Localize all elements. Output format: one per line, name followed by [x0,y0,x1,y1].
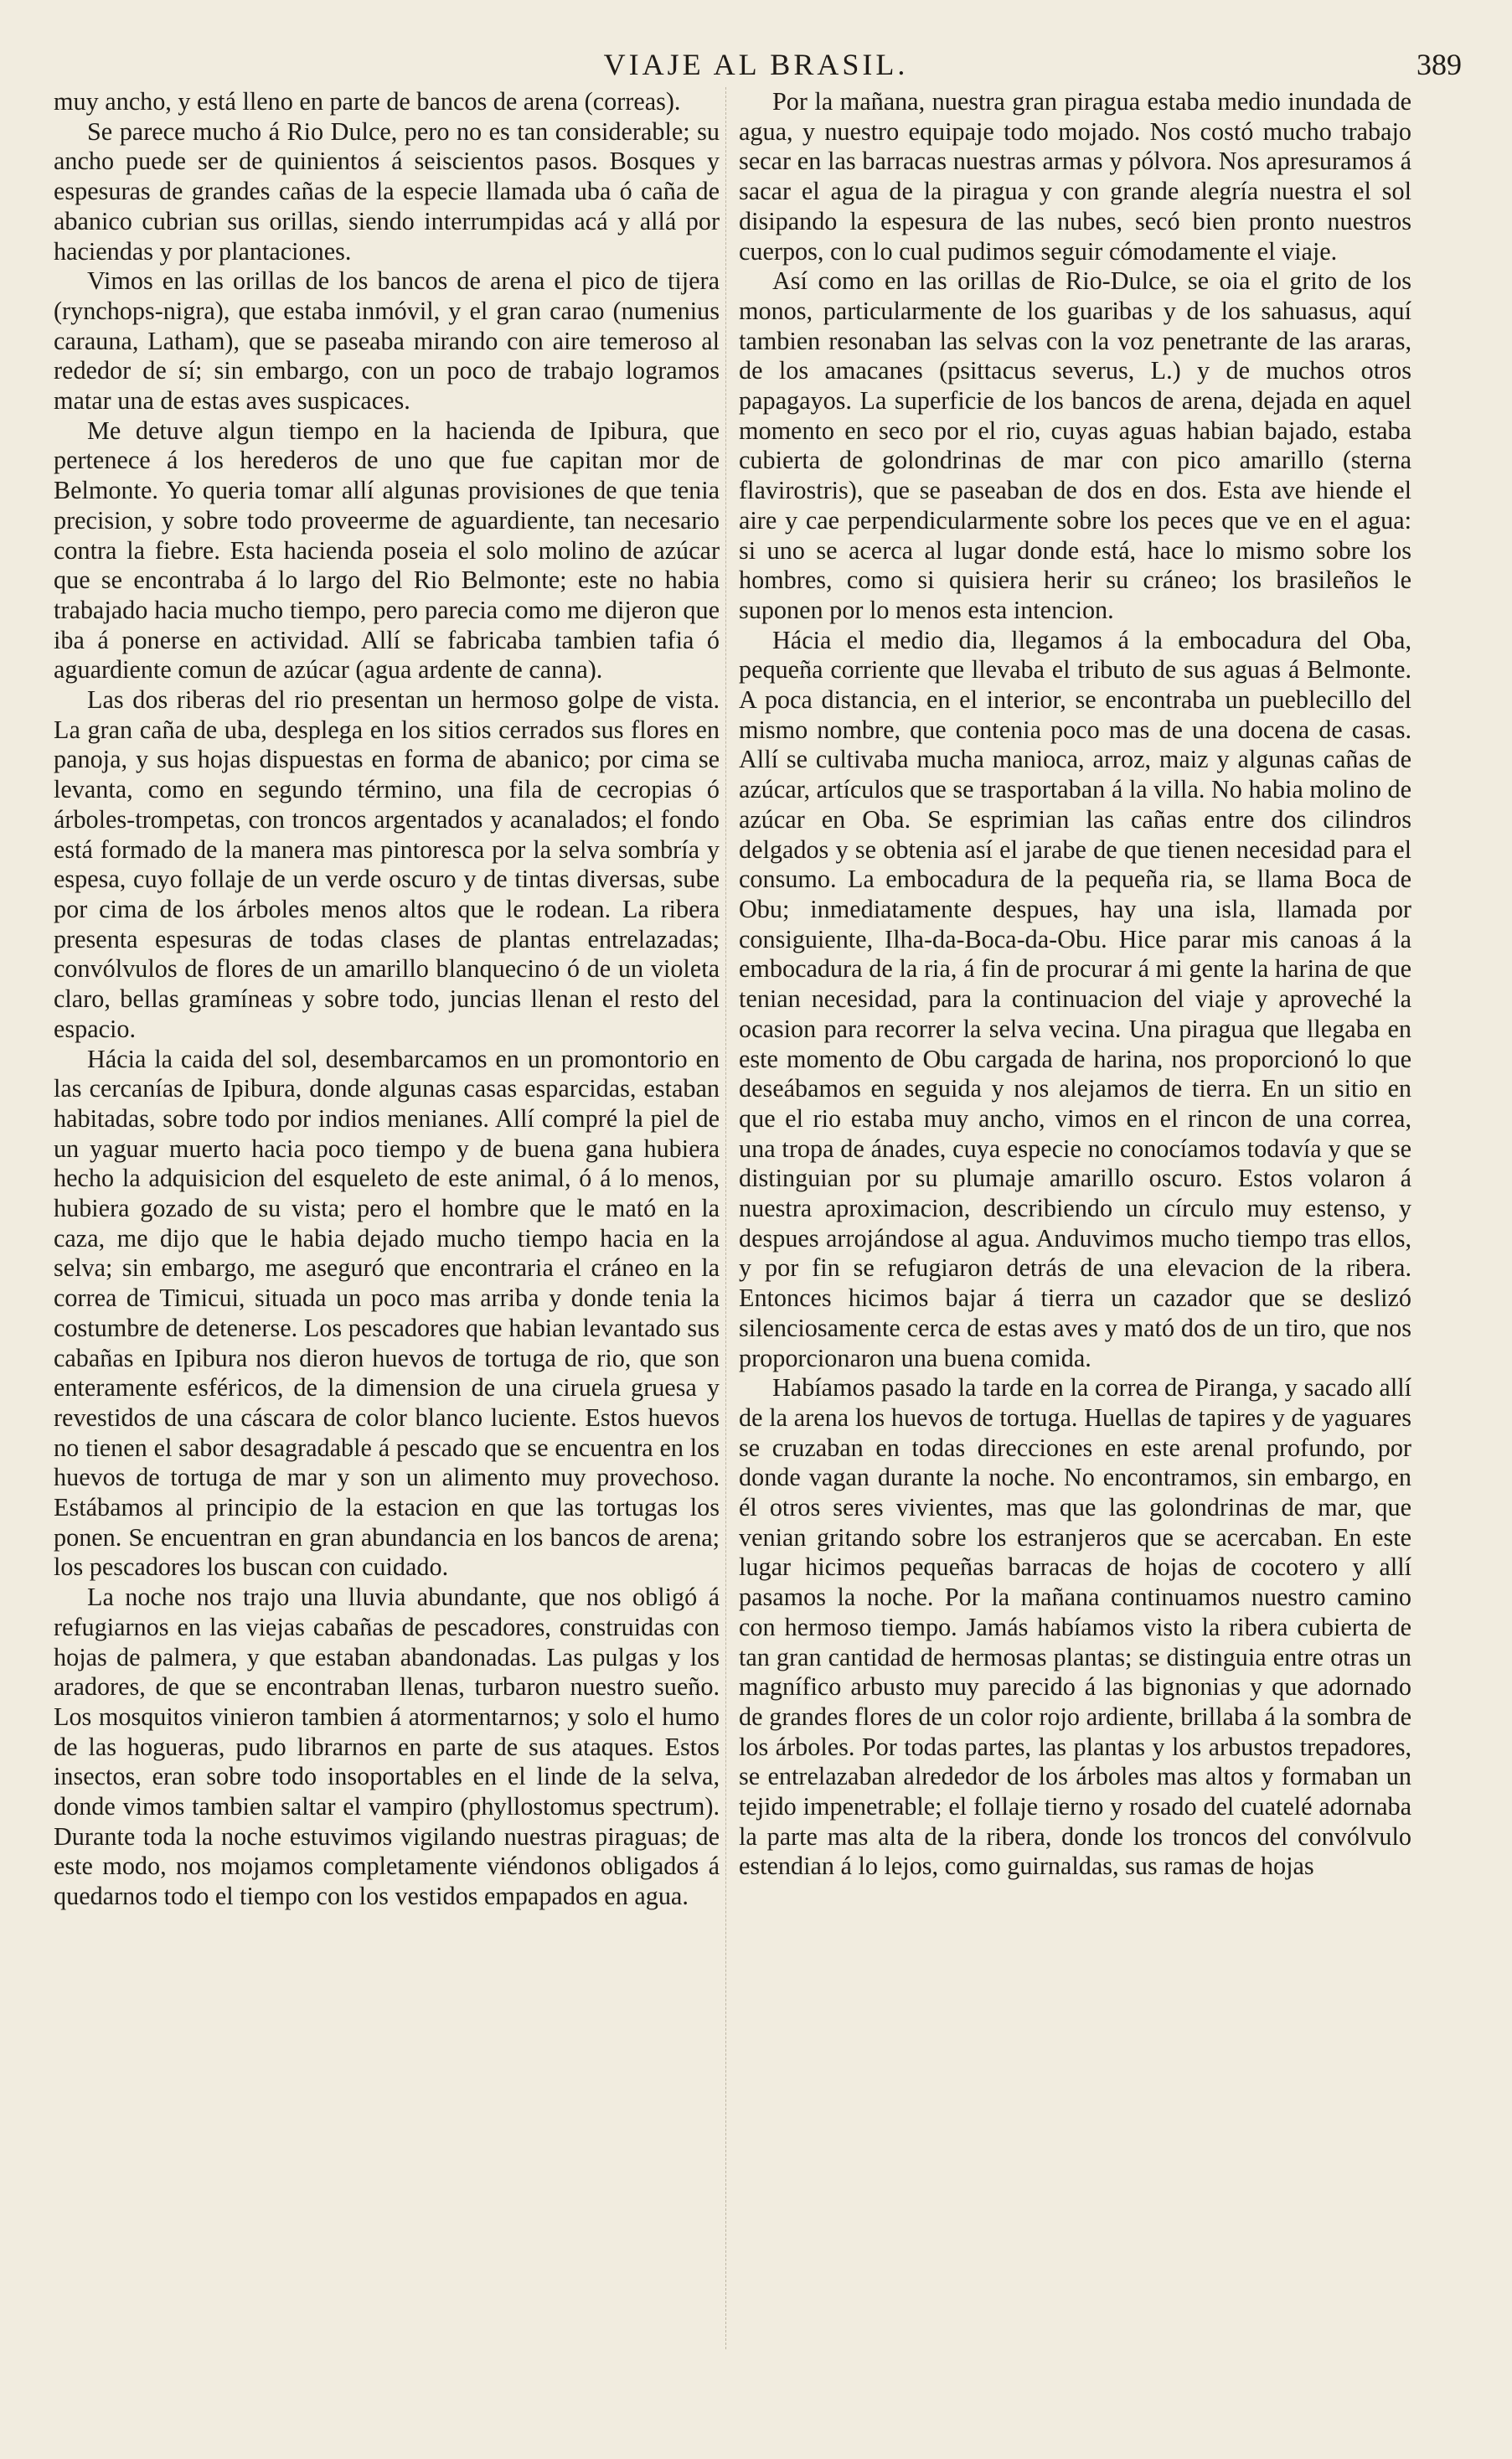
paragraph: Hácia la caida del sol, desembarcamos en un promontorio en las cercanías de Ipibura, donde algunas casas esparcidas, estaban habitadas, sobre todo por indios menianes. Allí compré la piel de un yaguar muerto hacia poco tiempo y de buena gana hubiera hecho la adquisicion del esqueleto de este animal, ó á lo menos, hubiera gozado de su vista; pero el hombre que le mató en la caza, me dijo que le habia dejado mucho tiempo hacia en la selva; sin embargo, me aseguró que encontraria el cráneo en la correa de Timicui, situada un poco mas arriba y donde tenia la costumbre de detenerse. Los pescadores que habian levantado sus cabañas en Ipibura nos dieron huevos de tortuga de rio, que son enteramente esféricos, de la dimension de una ciruela gruesa y revestidos de una cáscara de color blanco luciente. Estos huevos no tienen el sabor desagradable á pescado que se encuentra en los huevos de tortuga de mar y son un alimento muy provechoso. Estábamos al principio de la estacion en que las tortugas los ponen. Se encuentran en gran abundancia en los bancos de arena; los pescadores los buscan con cuidado. [54,1044,720,1582]
running-title: VIAJE AL BRASIL. [603,48,909,81]
right-column [739,87,1411,1882]
paragraph: Por la mañana, nuestra gran piragua estaba medio inundada de agua, y nuestro equipaje todo mojado. Nos costó mucho trabajo secar en las barracas nuestras armas y pólvora. Nos apresuramos á sacar el agua de la piragua y con grande alegría nuestra el sol disipando la espesura de las nubes, secó bien pronto nuestros cuerpos, con lo cual pudimos seguir cómodamente el viaje. [739,87,1411,266]
paragraph: muy ancho, y está lleno en parte de bancos de arena (correas). [54,87,681,116]
paragraph: Así como en las orillas de Rio-Dulce, se oia el grito de los monos, particularmente de los guaribas y de los sahuasus, aquí tambien resonaban las selvas con la voz penetrante de las araras, de los amacanes (psittacus severus, L.) y de muchos otros papagayos. La superficie de los bancos de arena, dejada en aquel momento en seco por el rio, cuyas aguas habian bajado, estaba cubierta de golondrinas de mar con pico amarillo (sterna flavirostris), que se paseaban de dos en dos. Esta ave hiende el aire y cae perpendicularmente sobre los peces que ve en el agua: si uno se acerca al lugar donde está, hace lo mismo sobre los hombres, como si quisiera herir su cráneo; los brasileños le suponen por lo menos esta intencion. [739,266,1411,624]
paragraph: Habíamos pasado la tarde en la correa de Piranga, y sacado allí de la arena los huevos de tortuga. Huellas de tapires y de yaguares se cruzaban en todas direcciones en este arenal profundo, por donde vagan durante la noche. No encontramos, sin embargo, en él otros seres vivientes, mas que las golondrinas de mar, que venian gritando sobre los estranjeros que se acercaban. En este lugar hicimos pequeñas barracas de hojas de cocotero y allí pasamos la noche. Por la mañana continuamos nuestro camino con hermoso tiempo. Jamás habíamos visto la ribera cubierta de tan gran cantidad de hermosas plantas; se distinguia entre otras un magnífico arbusto muy parecido á las bignonias y que adornado de grandes flores de un color rojo ardiente, brillaba á la sombra de los árboles. Por todas partes, las plantas y los arbustos trepadores, se entrelazaban alrededor de los árboles mas altos y formaban un tejido impenetrable; el follaje tierno y rosado del cuatelé adornaba la parte mas alta de la ribera, donde los troncos del convólvulo estendian á lo lejos, como guirnaldas, sus ramas de hojas [739,1373,1411,1881]
paragraph: La noche nos trajo una lluvia abundante, que nos obligó á refugiarnos en las viejas cabañas de pescadores, construidas con hojas de palmera, y que estaban abandonadas. Las pulgas y los aradores, de que se encontraban llenas, turbaron nuestro sueño. Los mosquitos vinieron tambien á atormentarnos; y solo el humo de las hogueras, pudo librarnos en parte de sus ataques. Estos insectos, eran sobre todo insoportables en el linde de la selva, donde vimos tambien saltar el vampiro (phyllostomus spectrum). Durante toda la noche estuvimos vigilando nuestras piraguas; de este modo, nos mojamos completamente viéndonos obligados á quedarnos todo el tiempo con los vestidos empapados en agua. [54,1583,720,1911]
column-divider [725,87,727,2349]
page-header [50,47,1462,89]
paragraph: Vimos en las orillas de los bancos de arena el pico de tijera (rynchops-nigra), que estaba inmóvil, y el gran carao (numenius carauna, Latham), que se paseaba mirando con aire temeroso al rededor de sí; sin embargo, con un poco de trabajo logramos matar una de estas aves suspicaces. [54,266,720,416]
paragraph: Se parece mucho á Rio Dulce, pero no es tan considerable; su ancho puede ser de quinientos á seiscientos pasos. Bosques y espesuras de grandes cañas de la especie llamada uba ó caña de abanico cubrian sus orillas, siendo interrumpidas acá y allá por haciendas y por plantaciones. [54,116,720,266]
left-column [54,87,720,1912]
paragraph: Hácia el medio dia, llegamos á la embocadura del Oba, pequeña corriente que llevaba el tributo de sus aguas á Belmonte. A poca distancia, en el interior, se encontraba un pueblecillo del mismo nombre, que contenia poco mas de una docena de casas. Allí se cultivaba mucha manioca, arroz, maiz y algunas cañas de azúcar, artículos que se trasportaban á la villa. No habia molino de azúcar en Oba. Se esprimian las cañas entre dos cilindros delgados y se obtenia así el jarabe de que tienen necesidad para el consumo. La embocadura de la pequeña ria, se llama Boca de Obu; inmediatamente despues, hay una isla, llamada por consiguiente, Ilha-da-Boca-da-Obu. Hice parar mis canoas á la embocadura de la ria, á fin de procurar á mi gente la harina de que tenian necesidad, para la continuacion del viaje y aproveché la ocasion para recorrer la selva vecina. Una piragua que llegaba en este momento de Obu cargada de harina, nos proporcionó lo que deseábamos en seguida y nos alejamos de tierra. En un sitio en que el rio estaba muy ancho, vimos en el rincon de una correa, una tropa de ánades, cuya especie no conocíamos todavía y que se distinguian por su plumaje amarillo oscuro. Estos volaron á nuestra aproximacion, describiendo un círculo muy estenso, y despues arrojándose al agua. Anduvimos mucho tiempo tras ellos, y por fin se refugiaron detrás de una elevacion de la ribera. Entonces hicimos bajar á tierra un cazador que se deslizó silenciosamente cerca de estas aves y mató dos de un tiro, que nos proporcionaron una buena comida. [739,625,1411,1372]
paragraph: Me detuve algun tiempo en la hacienda de Ipibura, que pertenece á los herederos de uno que fue capitan mor de Belmonte. Yo queria tomar allí algunas provisiones de que tenia precision, y sobre todo proveerme de aguardiente, tan necesario contra la fiebre. Esta hacienda poseia el solo molino de azúcar que se encontraba á lo largo del Rio Belmonte; este no habia trabajado hacia mucho tiempo, pero parecia como me dijeron que iba á ponerse en actividad. Allí se fabricaba tambien tafia ó aguardiente comun de azúcar (agua ardente de canna). [54,416,720,684]
page-number: 389 [1417,48,1462,81]
paragraph: Las dos riberas del rio presentan un hermoso golpe de vista. La gran caña de uba, desplega en los sitios cerrados sus flores en panoja, y sus hojas dispuestas en forma de abanico; por cima se levanta, como en segundo término, una fila de cecropias ó árboles-trompetas, con troncos argentados y acanalados; el fondo está formado de la manera mas pintoresca por la selva sombría y espesa, cuyo follaje de un verde oscuro y de tintas diversas, sube por cima de los árboles menos altos que le rodean. La ribera presenta espesuras de todas clases de plantas entrelazadas; convólvulos de flores de un amarillo blanquecino ó de un violeta claro, bellas gramíneas y sobre todo, juncias llenan el resto del espacio. [54,685,720,1043]
